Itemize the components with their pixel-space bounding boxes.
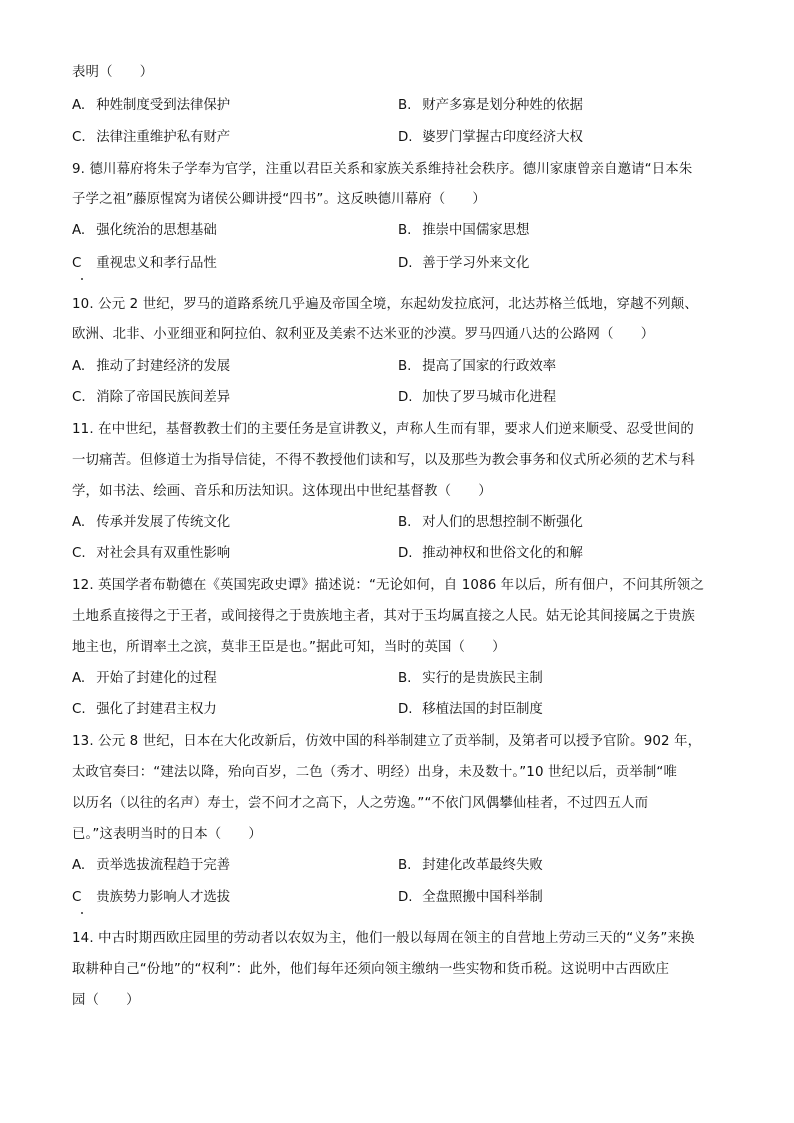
q10-option-a[interactable] — [72, 357, 230, 377]
option-label: A. — [72, 359, 86, 374]
q10-option-d[interactable] — [398, 388, 556, 408]
option-label: C — [72, 890, 82, 905]
q9-option-b[interactable] — [398, 221, 529, 241]
option-text: 推崇中国儒家思想 — [422, 223, 530, 238]
option-label: A. — [72, 858, 86, 873]
option-label: A. — [72, 98, 86, 113]
option-label: D. — [398, 702, 413, 717]
option-text: 开始了封建化的过程 — [96, 671, 217, 686]
q9-stem-line: 9. 德川幕府将朱子学奉为官学，注重以君臣关系和家族关系维持社会秩序。德川家康曾亲自邀请“日本朱 — [72, 162, 693, 177]
option-text: 全盘照搬中国科举制 — [422, 890, 543, 905]
option-text: 强化了封建君主权力 — [96, 702, 217, 717]
q13-stem-line: 13. 公元 8 世纪，日本在大化改新后，仿效中国的科举制建立了贡举制，及第者可以授予官阶。902 年， — [72, 734, 702, 749]
option-label: C. — [72, 130, 86, 145]
option-label: C. — [72, 702, 86, 717]
scan-dot — [81, 278, 83, 280]
option-text: 法律注重维护私有财产 — [96, 130, 231, 145]
option-label: A. — [72, 223, 86, 238]
option-label: C. — [72, 546, 86, 561]
option-label: B. — [398, 671, 412, 686]
q9-option-d[interactable] — [398, 254, 529, 274]
option-label: B. — [398, 515, 412, 530]
q12-option-d[interactable] — [398, 700, 543, 720]
q12-option-c[interactable] — [72, 700, 217, 720]
option-label: D. — [398, 546, 413, 561]
q11-option-d[interactable] — [398, 544, 583, 564]
q8-option-c[interactable] — [72, 128, 230, 148]
q13-stem-line: 已。”这表明当时的日本（ ） — [72, 827, 262, 842]
option-text: 推动了封建经济的发展 — [96, 359, 231, 374]
q14-stem-line: 园（ ） — [72, 993, 140, 1008]
option-text: 对社会具有双重性影响 — [96, 546, 231, 561]
option-text: 推动神权和世俗文化的和解 — [422, 546, 583, 561]
q8-option-d[interactable] — [398, 128, 583, 148]
q8-option-a[interactable] — [72, 96, 230, 116]
option-text: 婆罗门掌握古印度经济大权 — [422, 130, 583, 145]
q9-stem-line: 子学之祖”藤原惺窝为诸侯公卿讲授“四书”。这反映德川幕府（ ） — [72, 192, 486, 207]
option-label: B. — [398, 359, 412, 374]
q12-stem-line: 地主也，所谓率土之滨，莫非王臣是也。”据此可知，当时的英国（ ） — [72, 640, 506, 655]
q10-stem-line: 欧洲、北非、小亚细亚和阿拉伯、叙利亚及美索不达米亚的沙漠。罗马四通八达的公路网（ ） — [72, 327, 655, 342]
q13-option-a[interactable] — [72, 856, 230, 876]
q11-stem-line: 学，如书法、绘画、音乐和历法知识。这体现出中世纪基督教（ ） — [72, 484, 492, 499]
option-text: 封建化改革最终失败 — [422, 858, 543, 873]
q12-stem-line: 土地系直接得之于王者，或间接得之于贵族地主者，其对于玉均属直接之人民。姑无论其间接属之于贵族 — [72, 609, 695, 624]
option-text: 传承并发展了传统文化 — [96, 515, 231, 530]
q9-option-a[interactable] — [72, 221, 217, 241]
q12-option-b[interactable] — [398, 669, 543, 689]
q10-option-b[interactable] — [398, 357, 556, 377]
q13-option-d[interactable] — [398, 888, 543, 908]
option-text: 贡举选拔流程趋于完善 — [96, 858, 231, 873]
option-label: D. — [398, 130, 413, 145]
option-label: A. — [72, 671, 86, 686]
q13-stem-line: 太政官奏曰：“建法以降，殆向百岁，二色（秀才、明经）出身，未及数十。”10 世纪以后，贡举制“唯 — [72, 765, 678, 780]
q14-stem-line: 14. 中古时期西欧庄园里的劳动者以农奴为主，他们一般以每周在领主的自营地上劳动三天的“义务”来换 — [72, 931, 695, 946]
option-label: A. — [72, 515, 86, 530]
q10-option-c[interactable] — [72, 388, 230, 408]
option-text: 提高了国家的行政效率 — [422, 359, 557, 374]
q14-stem-line: 取耕种自己“份地”的“权利”：此外，他们每年还须向领主缴纳一些实物和货币税。这说明中古西欧庄 — [72, 962, 670, 977]
q13-stem-line: 以历名（以往的名声）寿士，尝不问才之高下，人之劳逸。”“不依门风偶攀仙桂者，不过四五人而 — [72, 796, 649, 811]
option-text: 种姓制度受到法律保护 — [96, 98, 231, 113]
option-text: 财产多寡是划分种姓的依据 — [422, 98, 583, 113]
q8-option-b[interactable] — [398, 96, 583, 116]
option-text: 加快了罗马城市化进程 — [422, 390, 557, 405]
q11-option-c[interactable] — [72, 544, 230, 564]
option-text: 强化统治的思想基础 — [96, 223, 217, 238]
q11-option-b[interactable] — [398, 513, 583, 533]
option-label: B. — [398, 858, 412, 873]
option-text: 实行的是贵族民主制 — [422, 671, 543, 686]
option-text: 移植法国的封臣制度 — [422, 702, 543, 717]
option-label: C. — [72, 390, 86, 405]
scan-dot — [81, 912, 83, 914]
option-text: 重视忠义和孝行品性 — [96, 256, 217, 271]
option-text: 对人们的思想控制不断强化 — [422, 515, 583, 530]
option-text: 消除了帝国民族间差异 — [96, 390, 231, 405]
q11-stem-line: 11. 在中世纪，基督教教士们的主要任务是宣讲教义，声称人生而有罪，要求人们逆来顺受、忍受世间的 — [72, 422, 694, 437]
q11-option-a[interactable] — [72, 513, 230, 533]
option-text: 善于学习外来文化 — [422, 256, 530, 271]
option-label: B. — [398, 223, 412, 238]
q10-stem-line: 10. 公元 2 世纪，罗马的道路系统几乎遍及帝国全境，东起幼发拉底河，北达苏格兰低地，穿越不列颠、 — [72, 297, 698, 312]
option-label: C — [72, 256, 82, 271]
q9-option-c[interactable] — [72, 254, 217, 274]
q12-stem-line: 12. 英国学者布勒德在《英国宪政史谭》描述说：“无论如何，自 1086 年以后，所有佃户，不问其所领之 — [72, 578, 704, 593]
q13-option-c[interactable] — [72, 888, 230, 908]
q12-option-a[interactable] — [72, 669, 217, 689]
question-8-stem-tail: 表明（ ） — [72, 65, 154, 80]
option-label: D. — [398, 390, 413, 405]
q13-option-b[interactable] — [398, 856, 543, 876]
option-label: D. — [398, 890, 413, 905]
option-text: 贵族势力影响人才选拔 — [96, 890, 231, 905]
q11-stem-line: 一切痛苦。但修道士为指导信徒，不得不教授他们读和写，以及那些为教会事务和仪式所必须的艺术与科 — [72, 453, 695, 468]
option-label: B. — [398, 98, 412, 113]
option-label: D. — [398, 256, 413, 271]
